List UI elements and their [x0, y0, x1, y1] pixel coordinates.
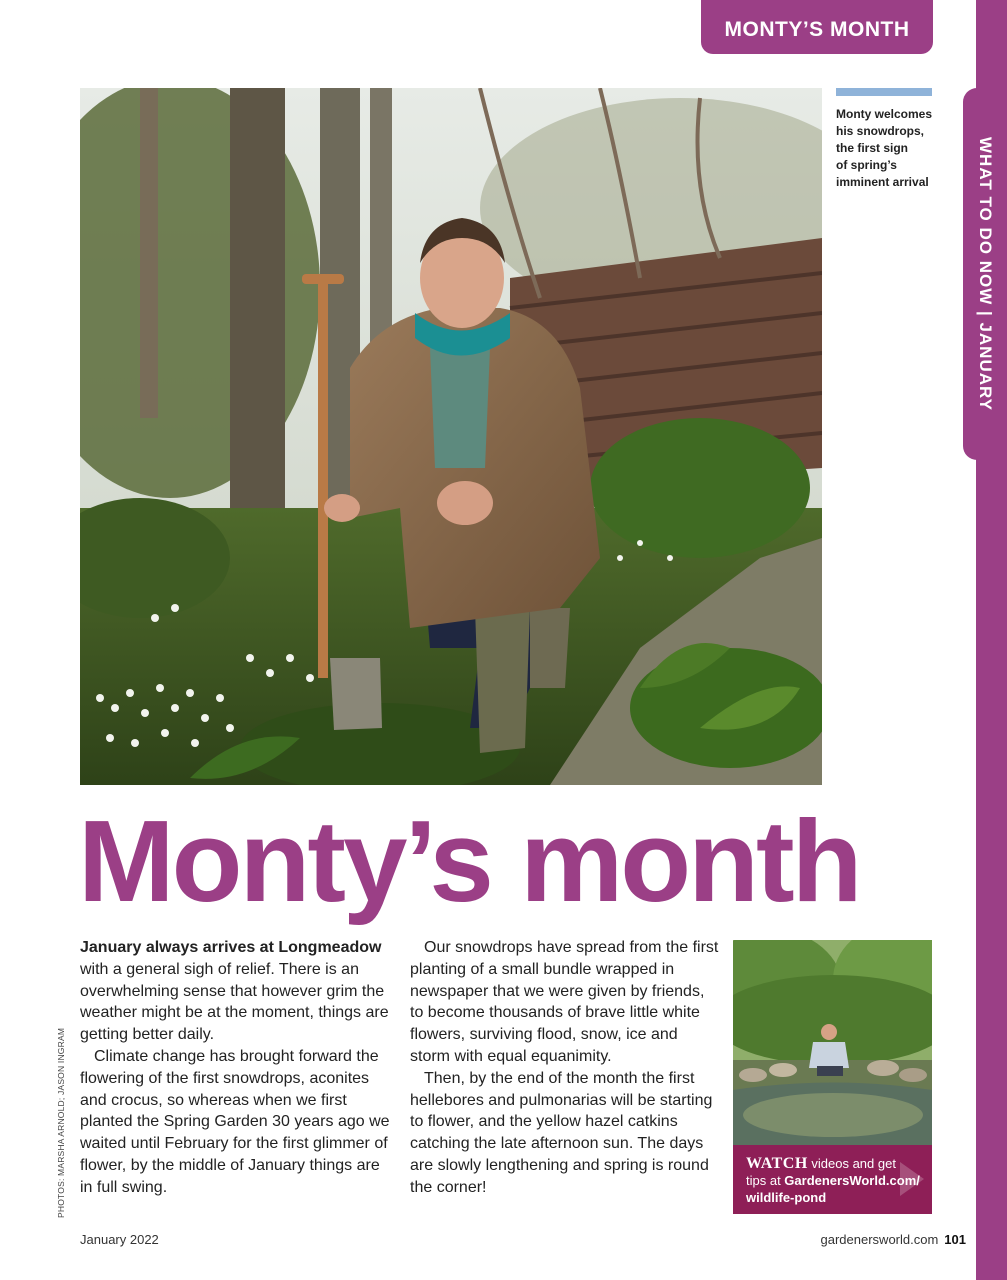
caption-line: the first sign [836, 141, 909, 155]
promo-line [746, 1172, 920, 1189]
side-section-tab-label-wrap [963, 88, 1007, 460]
section-tab: MONTY’S MONTH [701, 0, 933, 54]
promo-line [746, 1155, 920, 1172]
promo-link[interactable]: wildlife-pond [746, 1190, 827, 1205]
paragraph: Climate change has brought forward the flowering of the first snowdrops, aconites and crocus, so whereas when we first planted the Spring Garden 30 years ago we waited until February for the first glimmer of flower, by the middle of January things are in full swing. [80, 1047, 390, 1196]
promo-text: videos and get [807, 1156, 896, 1171]
paragraph: Then, by the end of the month the first hellebores and pulmonarias will be starting to flower, and the yellow hazel catkins catching the late afternoon sun. The days are slowly lengthening and spring is round the corner! [410, 1069, 713, 1196]
caption-line: his snowdrops, [836, 124, 925, 138]
play-arrow-icon [900, 1162, 924, 1196]
side-section-tab-label: WHAT TO DO NOW | JANUARY [976, 137, 995, 411]
paragraph [80, 937, 390, 1046]
caption-line: of spring’s [836, 158, 897, 172]
article-column-2 [410, 937, 720, 1199]
caption-line: Monty welcomes [836, 107, 933, 121]
article-column-1 [80, 937, 390, 1199]
footer-right [760, 1232, 966, 1247]
page-number: 101 [944, 1232, 966, 1247]
article-headline: Monty’s month [78, 796, 860, 926]
footer-site: gardenersworld.com [820, 1232, 939, 1247]
footer-date: January 2022 [80, 1232, 159, 1247]
hero-caption [836, 106, 956, 191]
caption-accent-bar [836, 88, 932, 96]
caption-line: imminent arrival [836, 175, 929, 189]
photo-monty-by-wildlife-pond-icon [733, 940, 932, 1145]
promo-watch-label: WATCH [746, 1155, 808, 1172]
promo-box[interactable] [733, 940, 932, 1214]
photo-monty-kneeling-with-spade-in-snowdrop-garden-icon [80, 88, 822, 785]
promo-text: tips at [746, 1173, 785, 1188]
paragraph: Our snowdrops have spread from the first planting of a small bundle wrapped in newspaper that we were given by friends, to become thousands of brave little white flowers, surviving flood, snow, ice and storm with equal equanimity. [410, 939, 719, 1065]
photo-credit: PHOTOS: MARSHA ARNOLD; JASON INGRAM [56, 1027, 66, 1218]
paragraph-text: with a general sigh of relief. There is an overwhelming sense that however grim the weather might be at the moment, things are getting better daily. [80, 960, 389, 1044]
promo-link[interactable]: GardenersWorld.com/ [784, 1173, 920, 1188]
hero-photo [80, 88, 822, 785]
lead-in: January always arrives at Longmeadow [80, 939, 382, 956]
